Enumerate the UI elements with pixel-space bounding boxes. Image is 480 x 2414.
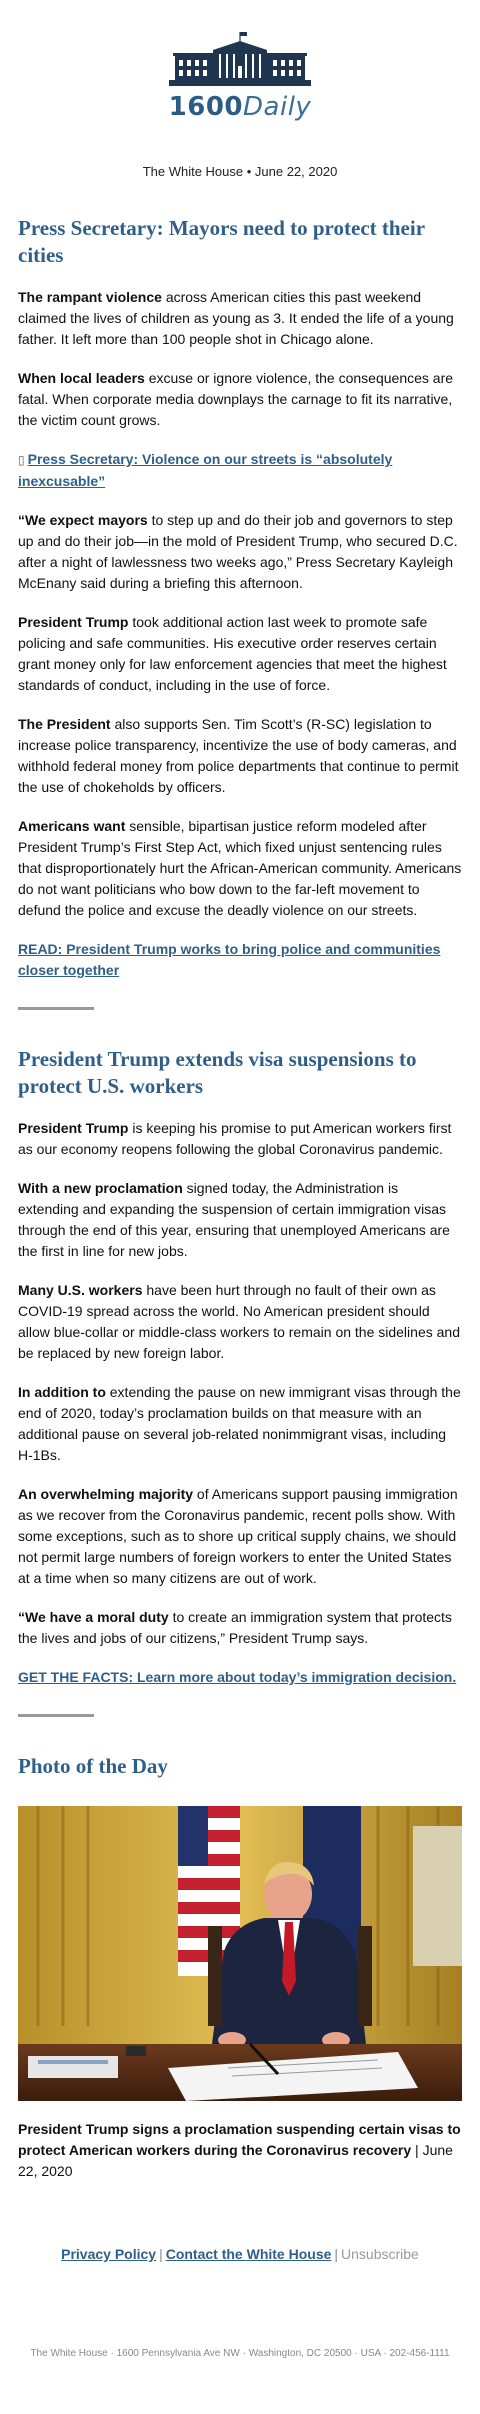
paragraph-text: sensible, bipartisan justice reform modeled after President Trump’s First Step Act, which fixed unjust sentencing rules that disproportionately hurt the African-American community. Americans do not want politicians who bow down to the far-left movement to defund the police and excuse the deadly violence on our streets. [18, 818, 462, 918]
paragraph-text: have been hurt through no fault of their own as COVID-19 spread across the world. No American president should allow blue-collar or middle-class workers to remain on the sidelines and be replaced by new foreign labor. [18, 1282, 460, 1361]
contact-white-house-link[interactable]: Contact the White House [165, 2246, 332, 2262]
paragraph-text: excuse or ignore violence, the consequences are fatal. When corporate media downplays the carnage to fit its narrative, the victim count grows. [18, 370, 454, 428]
caption-bold: President Trump signs a proclamation suspending certain visas to protect American workers during the Coronavirus recovery [18, 2121, 461, 2158]
paragraph-text: took additional action last week to promote safe policing and safe communities. His executive order reserves certain grant money only for law enforcement agencies that meet the highest standards of conduct, including in the use of force. [18, 614, 447, 693]
paragraph [18, 612, 462, 696]
link-row [18, 939, 462, 981]
paragraph-lead: With a new proclamation [18, 1180, 183, 1196]
unsubscribe-link[interactable]: Unsubscribe [341, 2246, 419, 2262]
section-title-mayors: Press Secretary: Mayors need to protect their cities [18, 216, 425, 267]
link-row [18, 449, 462, 492]
paragraph-text: of Americans support pausing immigration as we recover from the Coronavirus pandemic, recent polls show. With some exceptions, such as to shore up critical supply chains, we should not permit large numbers of foreign workers to enter the United States at a time when so many citizens are out of work. [18, 1486, 458, 1586]
paragraph-lead: In addition to [18, 1384, 106, 1400]
paragraph [18, 368, 462, 431]
header-logo[interactable] [18, 0, 462, 122]
paragraph [18, 287, 462, 350]
footer-separator: | [334, 2246, 339, 2262]
police-communities-link[interactable]: READ: President Trump works to bring police and communities closer together [18, 941, 441, 978]
section-divider [18, 1714, 94, 1717]
link-row [18, 1667, 462, 1688]
paragraph-text: extending the pause on new immigrant visas through the end of 2020, today’s proclamation builds on that measure with an additional pause on several job-related nonimmigrant visas, including H-1Bs. [18, 1384, 461, 1463]
paragraph-text: signed today, the Administration is extending and expanding the suspension of certain immigration visas through the end of this year, ensuring that unemployed Americans are the first in line for new jobs. [18, 1180, 450, 1259]
paragraph-lead: President Trump [18, 614, 129, 630]
paragraph-text: is keeping his promise to put American workers first as our economy reopens following the global Coronavirus pandemic. [18, 1120, 452, 1157]
paragraph [18, 816, 462, 921]
paragraph-lead: The President [18, 716, 111, 732]
paragraph [18, 1178, 462, 1262]
paragraph-lead: An overwhelming majority [18, 1486, 194, 1502]
paragraph-lead: “We expect mayors [18, 512, 148, 528]
brand-wordmark [18, 92, 462, 122]
section-divider [18, 1007, 94, 1010]
footer-separator: | [159, 2246, 163, 2262]
paragraph [18, 1118, 462, 1160]
paragraph-lead: When local leaders [18, 370, 145, 386]
paragraph [18, 1382, 462, 1466]
paragraph-lead: Americans want [18, 818, 126, 834]
paragraph [18, 510, 462, 594]
dateline: The White House • June 22, 2020 [142, 164, 338, 179]
paragraph-lead: Many U.S. workers [18, 1282, 143, 1298]
photo-of-the-day-image[interactable] [18, 1806, 462, 2101]
section-title-visa: President Trump extends visa suspensions to protect U.S. workers [18, 1047, 417, 1098]
brand-word: Daily [243, 92, 312, 122]
paragraph-text: across American cities this past weekend claimed the lives of children as young as 3. It ended the life of a young father. It left more than 100 people shot in Chicago alone. [18, 289, 454, 347]
photo-caption [18, 2119, 462, 2182]
paragraph-text: to step up and do their job and governors to step up and do their job—in the mold of President Trump, who secured D.C. after a night of lawlessness two weeks ago,” Press Secretary Kayleigh McEnany said during a briefing this afternoon. [18, 512, 458, 591]
paragraph [18, 1280, 462, 1364]
immigration-facts-link[interactable]: GET THE FACTS: Learn more about today’s immigration decision. [18, 1669, 457, 1685]
paragraph-text: also supports Sen. Tim Scott’s (R-SC) legislation to increase police transparency, incentivize the use of body cameras, and withhold federal money from police departments that continue to permit the use of chokeholds by officers. [18, 716, 459, 795]
privacy-policy-link[interactable]: Privacy Policy [61, 2246, 157, 2262]
section-title-photo: Photo of the Day [18, 1754, 168, 1778]
caption-date: | June 22, 2020 [18, 2142, 453, 2179]
paragraph [18, 714, 462, 798]
brand-number: 1600 [168, 92, 244, 122]
paragraph [18, 1484, 462, 1589]
paragraph-text: to create an immigration system that protects the lives and jobs of our citizens,” President Trump says. [18, 1609, 452, 1646]
footer-links [18, 2246, 462, 2262]
footer-address: The White House · 1600 Pennsylvania Ave NW · Washington, DC 20500 · USA · 202-456-1111 [30, 2348, 450, 2359]
paragraph-lead: President Trump [18, 1120, 129, 1136]
link-icon: ▯ [18, 453, 25, 467]
violence-inexcusable-link[interactable]: Press Secretary: Violence on our streets is “absolutely inexcusable” [18, 451, 393, 489]
paragraph-lead: The rampant violence [18, 289, 162, 305]
paragraph [18, 1607, 462, 1649]
paragraph-lead: “We have a moral duty [18, 1609, 169, 1625]
white-house-icon [169, 30, 311, 90]
